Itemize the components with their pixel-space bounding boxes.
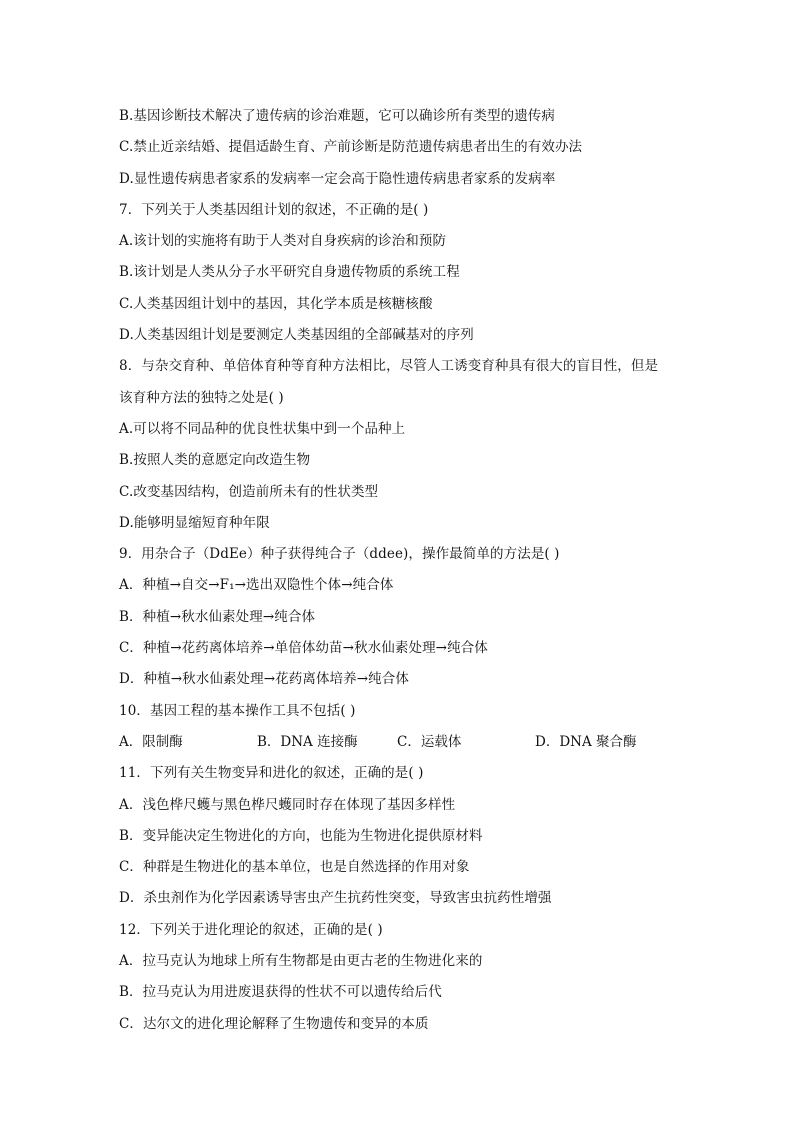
q9-stem: 9．用杂合子（DdEe）种子获得纯合子（ddee)，操作最简单的方法是( ) bbox=[119, 546, 560, 563]
q11-option-c: C．种群是生物进化的基本单位，也是自然选择的作用对象 bbox=[119, 859, 470, 876]
q10-option-c: C．运载体 bbox=[397, 733, 462, 750]
question-8 bbox=[119, 351, 699, 539]
q10-option-b: B．DNA 连接酶 bbox=[257, 733, 358, 750]
q7-option-b: B.该计划是人类从分子水平研究自身遗传物质的系统工程 bbox=[119, 264, 460, 281]
q8-option-c: C.改变基因结构，创造前所未有的性状类型 bbox=[119, 483, 379, 500]
q6-option-d: D.显性遗传病患者家系的发病率一定会高于隐性遗传病患者家系的发病率 bbox=[119, 170, 556, 187]
q7-stem: 7．下列关于人类基因组计划的叙述，不正确的是( ) bbox=[119, 201, 429, 218]
q8-option-a: A.可以将不同品种的优良性状集中到一个品种上 bbox=[119, 420, 406, 437]
q12-option-a: A．拉马克认为地球上所有生物都是由更古老的生物进化来的 bbox=[119, 953, 483, 970]
q12-option-b: B．拉马克认为用进废退获得的性状不可以遗传给后代 bbox=[119, 984, 442, 1001]
question-11 bbox=[119, 758, 699, 914]
q11-option-b: B．变异能决定生物进化的方向，也能为生物进化提供原材料 bbox=[119, 827, 483, 844]
q10-stem: 10．基因工程的基本操作工具不包括( ) bbox=[119, 702, 356, 719]
q7-option-d: D.人类基因组计划是要测定人类基因组的全部碱基对的序列 bbox=[119, 327, 474, 344]
q9-option-c: C．种植→花药离体培养→单倍体幼苗→秋水仙素处理→纯合体 bbox=[119, 640, 488, 657]
q10-option-a: A．限制酶 bbox=[119, 733, 183, 750]
q6-options-continued bbox=[119, 101, 699, 195]
question-10 bbox=[119, 696, 699, 759]
question-12 bbox=[119, 915, 699, 1040]
q10-option-d: D．DNA 聚合酶 bbox=[535, 733, 637, 750]
q6-option-b: B.基因诊断技术解决了遗传病的诊治难题，它可以确诊所有类型的遗传病 bbox=[119, 108, 556, 124]
q10-options-row bbox=[119, 727, 699, 758]
q7-option-a: A.该计划的实施将有助于人类对自身疾病的诊治和预防 bbox=[119, 233, 447, 250]
question-9 bbox=[119, 539, 699, 695]
q8-option-b: B.按照人类的意愿定向改造生物 bbox=[119, 452, 311, 469]
q9-option-a: A．种植→自交→F₁→选出双隐性个体→纯合体 bbox=[119, 577, 394, 594]
document-body bbox=[119, 101, 699, 1040]
q11-option-a: A．浅色桦尺蠖与黑色桦尺蠖同时存在体现了基因多样性 bbox=[119, 796, 456, 813]
q12-stem: 12．下列关于进化理论的叙述，正确的是( ) bbox=[119, 921, 383, 938]
q11-stem: 11．下列有关生物变异和进化的叙述，正确的是( ) bbox=[119, 765, 424, 782]
q7-option-c: C.人类基因组计划中的基因，其化学本质是核糖核酸 bbox=[119, 295, 433, 312]
q8-option-d: D.能够明显缩短育种年限 bbox=[119, 514, 270, 531]
q8-stem-line-2: 该育种方法的独特之处是( ) bbox=[119, 389, 284, 406]
q9-option-d: D．种植→秋水仙素处理→花药离体培养→纯合体 bbox=[119, 671, 409, 688]
q6-option-c: C.禁止近亲结婚、提倡适龄生育、产前诊断是防范遗传病患者出生的有效办法 bbox=[119, 139, 583, 156]
q11-option-d: D．杀虫剂作为化学因素诱导害虫产生抗药性突变，导致害虫抗药性增强 bbox=[119, 890, 552, 907]
q8-stem-line-1: 8．与杂交育种、单倍体育种等育种方法相比，尽管人工诱变育种具有很大的盲目性，但是 bbox=[119, 358, 659, 375]
q12-option-c: C．达尔文的进化理论解释了生物遗传和变异的本质 bbox=[119, 1015, 429, 1032]
question-7 bbox=[119, 195, 699, 351]
q9-option-b: B．种植→秋水仙素处理→纯合体 bbox=[119, 608, 316, 625]
